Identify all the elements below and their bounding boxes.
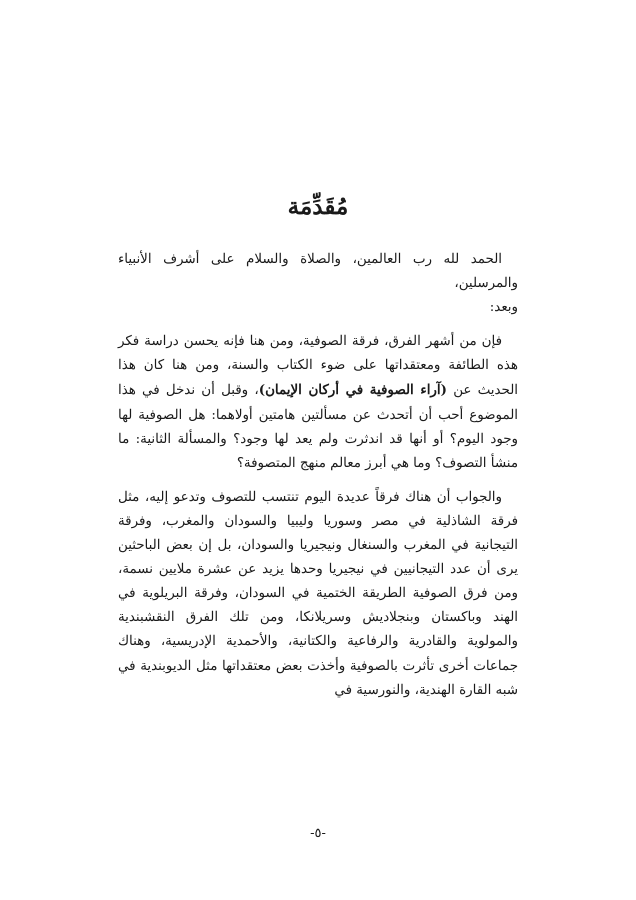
- opening-line: الحمد لله رب العالمين، والصلاة والسلام على أشرف الأنبياء والمرسلين،: [118, 252, 518, 292]
- page-number: -٥-: [310, 826, 326, 841]
- paragraph-1-text-start: فإن من أشهر الفرق، فرقة الصوفية، ومن هنا فإنه يحسن دراسة فكر هذه الطائفة ومعتقداتها على ضوء الكتاب والسنة، ومن هنا كان هذا الحديث عن: [118, 334, 518, 399]
- paragraph-2: والجواب أن هناك فرقاً عديدة اليوم تنتسب للتصوف وتدعو إليه، مثل فرقة الشاذلية في مصر وسوريا وليبيا والسودان والمغرب، وفرقة التيجانية في المغرب والسنغال ونيجيريا والسودان، بل إن بعض الباحثين يرى أن عدد التيجانيين في نيجيريا وحدها يزيد عن عشرة ملايين نسمة، ومن فرق الصوفية الطريقة الختمية في السودان، وفرقة البريلوية في الهند وباكستان وبنجلاديش وسريلانكا، ومن تلك الفرق النقشبندية والمولوية والقادرية والرفاعية والكتانية، والأحمدية الإدريسية، وهناك جماعات أخرى تأثرت بالصوفية وأخذت بعض معتقداتها مثل الديوبندية في شبه القارة الهندية، والنورسية في: [118, 489, 518, 698]
- book-title-emphasis: (آراء الصوفية في أركان الإيمان): [258, 382, 447, 399]
- after-word: وبعد:: [489, 300, 518, 316]
- paragraph-1-text-end: ، وقبل أن ندخل في هذا الموضوع أحب أن أتحدث عن مسألتين هامتين أولاهما: هل الصوفية لها وجود اليوم؟ أو أنها قد اندثرت ولم يعد لها وجود؟ والمسألة الثانية: ما منشأ التصوف؟ وما هي أبرز معالم منهج المتصوفة؟: [118, 383, 518, 471]
- paragraph-1: [118, 330, 518, 476]
- page-content: [118, 192, 518, 703]
- page-title: مُقَدِّمَة: [287, 193, 349, 220]
